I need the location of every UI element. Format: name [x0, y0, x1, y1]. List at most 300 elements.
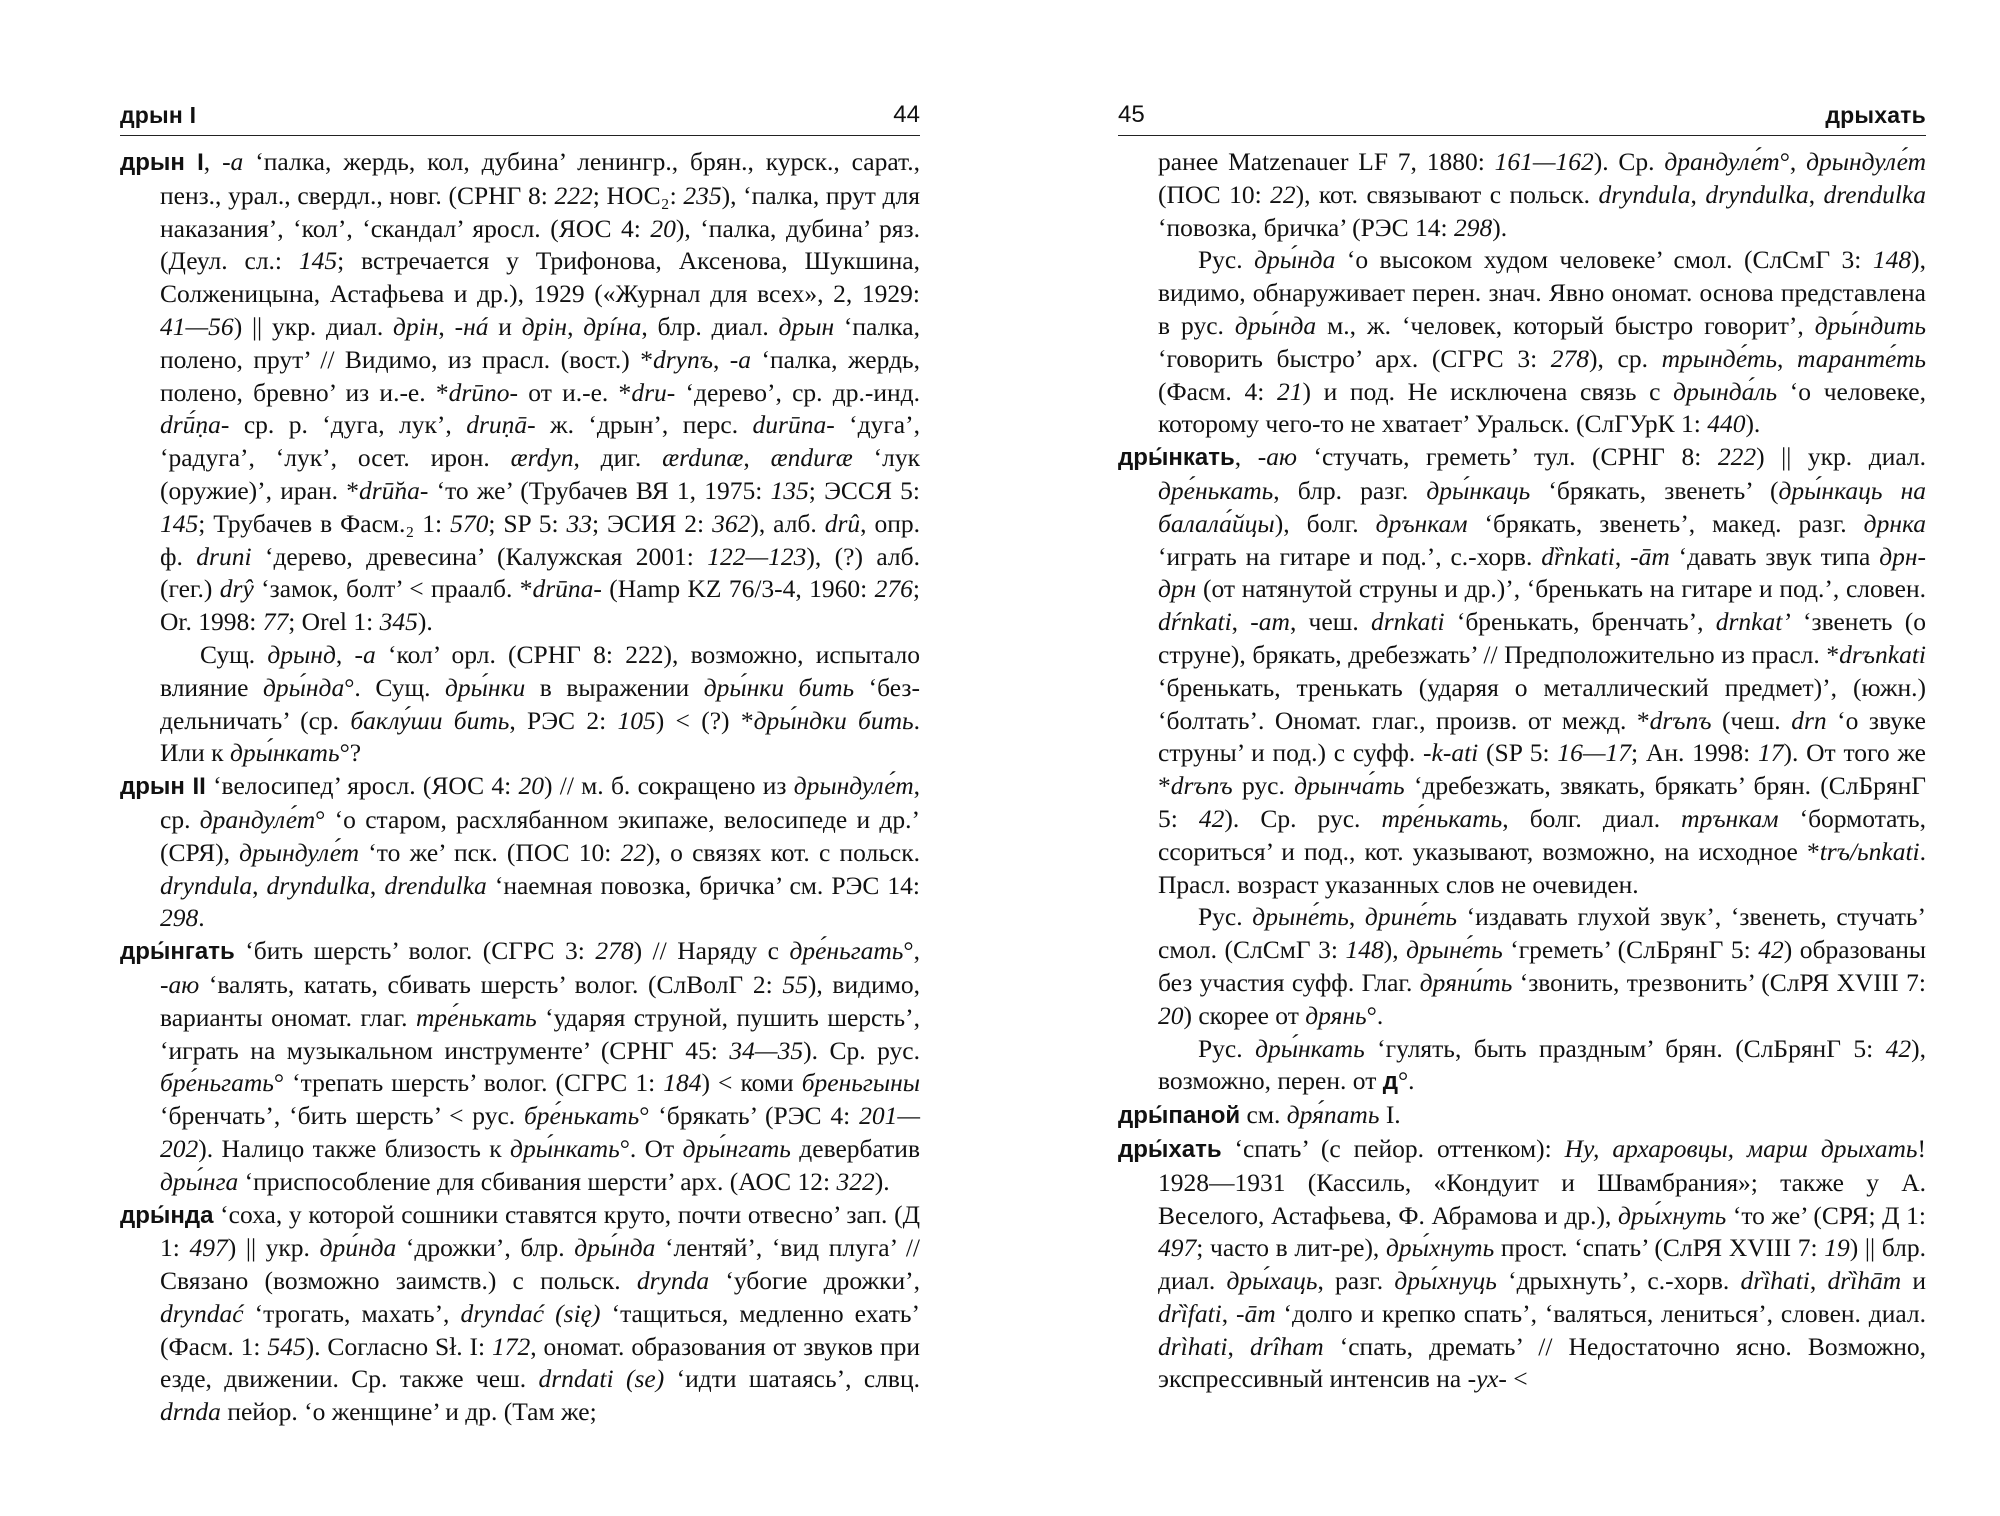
- entry-text: ‘звонить, трезвонить’ (СлРЯ XVIII 7:: [1512, 967, 1926, 997]
- entry-text: ‘говорить быстро’ арх. (СГРС 3:: [1158, 343, 1551, 373]
- entry-text: ‘идти шатаясь’, слвц.: [664, 1364, 920, 1394]
- italic-text: 77: [262, 607, 289, 637]
- italic-text: дры́нда: [262, 672, 345, 702]
- entry-text: ,: [252, 870, 267, 900]
- italic-text: 235: [683, 180, 722, 210]
- italic-text: 298: [1454, 212, 1493, 242]
- entry-text: от и.-е. *: [518, 377, 632, 407]
- entry-text: ср. р. ‘дуга, лук’,: [229, 410, 467, 440]
- entry-text: ,: [1348, 902, 1365, 932]
- entry-text: ° ‘трепать шерсть’ волог. (СГРС 1:: [273, 1068, 664, 1098]
- italic-text: drìhati: [1158, 1331, 1228, 1361]
- italic-text: 55: [782, 969, 808, 999]
- entry-text: ‘дерево, древесина’ (Калужская 2001:: [251, 541, 708, 571]
- italic-text: дры́нки бить: [703, 672, 855, 702]
- entry-text: °.: [1366, 1000, 1384, 1030]
- italic-text: дрындуле́т: [1806, 147, 1926, 176]
- italic-text: dryndulka: [266, 870, 370, 900]
- entry-paragraph: [1118, 244, 1926, 441]
- entry-text: ,: [369, 870, 385, 900]
- italic-text: дры́ндки бить: [753, 705, 914, 735]
- entry-text: ‘лук (оружие)’, иран. *: [160, 443, 920, 505]
- italic-text: dŕnkati: [1158, 607, 1232, 637]
- entry-text: ,: [1234, 442, 1258, 472]
- italic-text: дры́хнуць: [1394, 1266, 1497, 1296]
- italic-text: 22: [1270, 179, 1296, 209]
- entry-text: ). От того же *: [1158, 738, 1926, 801]
- italic-text: дре́ньгать: [789, 936, 904, 966]
- entry-text: ,: [712, 344, 730, 374]
- entry-text: ‘трогать, махать’,: [243, 1298, 461, 1328]
- entry-text: рус.: [1232, 771, 1295, 801]
- italic-text: ærdunæ: [662, 443, 744, 473]
- entry-text: , ономат. образования от звуков при езде, движении. Ср. также чеш.: [160, 1331, 921, 1394]
- italic-text: dru-: [631, 377, 676, 407]
- italic-text: 276: [874, 574, 913, 604]
- italic-text: 184: [663, 1068, 702, 1098]
- dictionary-entry: [1118, 441, 1926, 901]
- italic-text: дрында́ль: [1673, 376, 1778, 406]
- italic-text: 20: [650, 213, 676, 243]
- italic-text: Ну, архаровцы, марш дрыхать: [1564, 1133, 1918, 1163]
- entry-text: ), ‘палка, дубина’ ряз. (Деул. сл.:: [160, 213, 920, 276]
- entry-text: , блр. разг.: [1273, 475, 1427, 505]
- entry-text: ‘издавать глухой звук’, ‘звенеть, стучать’ смол. (СлСмГ 3:: [1158, 902, 1927, 965]
- italic-text: drū̆na-: [358, 475, 429, 505]
- italic-text: 135: [770, 475, 809, 505]
- italic-text: 201—202: [160, 1101, 920, 1163]
- entry-text: (Hamp KZ 76/3-4, 1960:: [601, 574, 875, 604]
- italic-text: 19: [1824, 1233, 1850, 1263]
- italic-text: 145: [160, 508, 199, 538]
- entry-text: (ПОС 10:: [1158, 179, 1271, 209]
- italic-text: 148: [1345, 935, 1384, 965]
- entry-text: ) // Наряду с: [633, 936, 790, 966]
- italic-text: дряни́ть: [1419, 967, 1513, 997]
- entry-text: °,: [903, 936, 920, 966]
- entry-text: (от натянутой струны и др.)’, ‘бренькать на гитаре и под.’, словен.: [1196, 574, 1926, 604]
- italic-text: -аю: [160, 969, 200, 999]
- italic-text: -а: [222, 147, 244, 176]
- entry-text: ; Трубачев в Фасм.₂ 1:: [198, 508, 451, 538]
- entry-text: ,: [335, 639, 355, 669]
- right-running-head: [1118, 98, 1926, 132]
- dictionary-entry: [120, 770, 920, 935]
- italic-text: дрын: [778, 311, 835, 341]
- entry-text: ). Ср.: [1593, 147, 1665, 176]
- entry-text: ; НОС₂:: [592, 180, 684, 210]
- italic-text: -нá: [454, 311, 489, 341]
- entry-text: , чеш.: [1289, 607, 1371, 637]
- italic-text: -а: [354, 639, 376, 669]
- italic-text: 497: [1158, 1233, 1197, 1263]
- entry-text: ‘тащиться, медленно ехать’ (Фасм. 1:: [160, 1298, 920, 1361]
- italic-text: ærdyn: [510, 443, 574, 473]
- entry-text: ; SP 5:: [488, 508, 567, 538]
- italic-text: dryndać (się): [460, 1298, 601, 1328]
- italic-text: drîham: [1249, 1331, 1324, 1361]
- dictionary-entry: [120, 1199, 920, 1430]
- italic-text: 222: [1717, 442, 1757, 472]
- left-running-head-word: дрын I: [120, 102, 197, 128]
- italic-text: 42: [1885, 1033, 1912, 1063]
- italic-text: дры́хаць: [1226, 1266, 1318, 1296]
- entry-text: ‘то же’ пск. (ПОС 10:: [359, 837, 621, 867]
- italic-text: -а: [729, 344, 752, 374]
- entry-text: ‘бренькать, бренчать’,: [1444, 607, 1716, 637]
- entry-text: ) скорее от: [1183, 1000, 1306, 1030]
- italic-text: дрыне́ть: [1252, 902, 1349, 932]
- italic-text: durūna-: [752, 410, 835, 440]
- headword: дры́нгать: [120, 938, 235, 966]
- italic-text: 440: [1707, 409, 1746, 439]
- entry-text: ,: [1221, 1298, 1236, 1328]
- entry-text: пейор. ‘о женщине’ и др. (Там же;: [220, 1397, 597, 1427]
- italic-text: таранте́ть: [1796, 343, 1927, 373]
- entry-text: ° ‘о старом, расхлябанном экипаже, велосипеде и др.’ (СРЯ),: [160, 804, 920, 867]
- entry-text: ‘о высоком худом человеке’ смол. (СлСмГ 3:: [1335, 245, 1873, 275]
- entry-text: ‘палка, жердь, полено, бревно’ из и.-е. *: [160, 344, 920, 407]
- italic-text: бре́ньгать: [160, 1068, 274, 1098]
- italic-text: дры́ндить: [1814, 310, 1926, 340]
- entry-text: ‘дребезжать, звякать, брякать’ брян. (СлБрянГ 5:: [1158, 771, 1926, 833]
- entry-text: ,: [438, 311, 455, 341]
- italic-text: дры́нда: [1254, 245, 1336, 275]
- entry-text: Сущ.: [200, 639, 268, 669]
- entry-text: ‘спать, дремать’ // Недостаточно ясно. Возможно, экспрессивный интенсив на: [1158, 1331, 1926, 1394]
- entry-text: ), алб.: [750, 508, 825, 538]
- entry-text: ‘приспособление для сбивания шерсти’ арх. (АОС 12:: [238, 1166, 837, 1196]
- left-page-body: [120, 146, 920, 1429]
- italic-text: дры́хнуть: [1385, 1233, 1495, 1263]
- left-header-rule: [120, 135, 920, 136]
- italic-text: дры́нки: [445, 672, 526, 702]
- entry-text: °?: [339, 738, 362, 768]
- entry-text: ‘долго и крепко спать’, ‘валяться, лениться’, словен. диал.: [1275, 1298, 1926, 1328]
- italic-text: drъnъ: [1649, 705, 1712, 735]
- dictionary-entry: [120, 935, 920, 1198]
- entry-text: в выражении: [525, 672, 704, 702]
- entry-text: ‘о звуке струны’ и под.) с суфф.: [1158, 705, 1926, 768]
- italic-text: дрянь: [1305, 1000, 1367, 1030]
- dictionary-entry: [1118, 1099, 1926, 1133]
- entry-text: ‘бездельничать’ (ср.: [160, 672, 920, 735]
- entry-text: . Прасл. возраст указанных слов не очевиден.: [1158, 836, 1926, 899]
- entry-text: девербатив: [790, 1133, 920, 1163]
- italic-text: 34—35: [729, 1035, 804, 1065]
- entry-text: ), о связях кот. с польск.: [646, 837, 920, 867]
- italic-text: дры́нкать: [1255, 1033, 1365, 1063]
- italic-text: drȉfati: [1158, 1298, 1222, 1328]
- entry-text: ‘соха, у которой сошники ставятся круто, почти отвесно’ зап. (Д 1:: [160, 1199, 920, 1263]
- entry-text: °. От: [619, 1133, 683, 1163]
- entry-text: ). Ср. рус.: [1224, 803, 1382, 833]
- right-page: [1000, 0, 1927, 1516]
- italic-text: дры́хнуть: [1618, 1200, 1727, 1230]
- entry-text: ; Orel 1:: [288, 607, 380, 637]
- entry-text: ), возможно, перен. от: [1158, 1033, 1926, 1096]
- italic-text: -ух-: [1467, 1364, 1507, 1394]
- italic-text: 497: [189, 1233, 228, 1263]
- right-header-rule: [1118, 135, 1926, 136]
- italic-text: druṇā-: [466, 410, 536, 440]
- italic-text: дры́нга: [160, 1166, 239, 1196]
- entry-text: . Или к: [160, 705, 920, 768]
- italic-text: drn: [1791, 705, 1827, 735]
- italic-text: дры́нкаць на балала́йцы: [1158, 475, 1926, 538]
- entry-text: ‘дерево’, ср. др.-инд.: [675, 377, 920, 407]
- entry-text: ) // м. б. сокращено из: [543, 771, 794, 801]
- entry-text: прост. ‘спать’ (СлРЯ XVIII 7:: [1494, 1233, 1825, 1263]
- entry-paragraph: [120, 639, 920, 770]
- entry-text: ), болг.: [1274, 508, 1376, 538]
- italic-text: дрiн: [393, 311, 439, 341]
- right-running-head-word: дрыхать: [1825, 102, 1926, 128]
- italic-text: дрындуле́т: [239, 837, 360, 867]
- entry-text: ; Ан. 1998:: [1631, 738, 1758, 768]
- entry-text: , ср.: [160, 771, 920, 834]
- entry-text: ,: [1231, 607, 1251, 637]
- entry-text: ,: [1809, 1266, 1828, 1296]
- headword: дры́нкать: [1118, 444, 1235, 472]
- italic-text: дрындуле́т: [793, 771, 914, 801]
- italic-text: дры́нгать: [682, 1133, 791, 1163]
- entry-text: , РЭС 2:: [509, 705, 618, 735]
- italic-text: дрънкам: [1375, 508, 1468, 538]
- entry-text: (Фасм. 4:: [1158, 376, 1277, 406]
- left-page: [0, 0, 921, 1516]
- entry-text: ), ср.: [1589, 343, 1662, 373]
- entry-text: ° ‘брякать’ (РЭС 4:: [639, 1101, 860, 1131]
- entry-text: ; часто в лит-ре),: [1196, 1233, 1386, 1263]
- entry-text: ‘бормотать, ссориться’ и под., кот. указывают, возможно, на исходное *: [1158, 803, 1926, 866]
- italic-text: drû: [824, 508, 861, 538]
- entry-text: ‘убогие дрожки’,: [709, 1266, 920, 1296]
- entry-text: ).: [417, 607, 433, 637]
- italic-text: 42: [1758, 935, 1784, 965]
- entry-text: ‘дрыхнуть’, с.-хорв.: [1496, 1266, 1741, 1296]
- italic-text: 322: [836, 1166, 875, 1196]
- italic-text: 122—123: [707, 541, 807, 571]
- italic-text: druni: [196, 541, 252, 571]
- italic-text: dryndulka: [1705, 179, 1809, 209]
- italic-text: drynъ: [652, 344, 713, 374]
- entry-text: м., ж. ‘человек, который быстро говорит’,: [1316, 310, 1815, 340]
- entry-text: ) || укр.: [227, 1233, 320, 1263]
- entry-text: ‘то же’ (Трубачев ВЯ 1, 1975:: [428, 475, 771, 505]
- entry-text: °. Сущ.: [344, 672, 445, 702]
- entry-text: ‘замок, болт’ < праалб. *: [253, 574, 533, 604]
- italic-text: 172: [492, 1331, 531, 1361]
- entry-text: ) и под. Не исключена связь с: [1302, 376, 1674, 406]
- entry-text: I.: [1379, 1100, 1401, 1130]
- entry-text: Рус.: [1198, 245, 1255, 275]
- italic-text: dryndać: [160, 1298, 244, 1328]
- italic-text: 161—162: [1494, 147, 1594, 176]
- entry-text: Рус.: [1198, 1033, 1256, 1063]
- entry-text: ,: [1808, 179, 1824, 209]
- italic-text: дрн-дрн: [1158, 541, 1927, 604]
- italic-text: тре́нькать: [1381, 803, 1503, 833]
- italic-text: баклу́ши бить: [350, 705, 510, 735]
- headword: дры́паной: [1118, 1102, 1241, 1130]
- italic-text: драндуле́т: [1664, 147, 1780, 176]
- italic-text: трънкам: [1681, 803, 1779, 833]
- italic-text: 362: [712, 508, 751, 538]
- italic-text: 16—17: [1557, 738, 1632, 768]
- italic-text: drȉhām: [1827, 1266, 1902, 1296]
- entry-text: ‘стучать, греметь’ тул. (СРНГ 8:: [1296, 442, 1718, 472]
- italic-text: дры́нкать: [510, 1133, 620, 1163]
- italic-text: дре́нькать: [1158, 475, 1274, 505]
- italic-text: drendulka: [1823, 179, 1926, 209]
- entry-text: ранее Matzenauer LF 7, 1880:: [1158, 147, 1495, 176]
- italic-text: drynda: [636, 1266, 710, 1296]
- italic-text: 42: [1198, 803, 1225, 833]
- entry-text: ‘кол’ орл. (СРНГ 8: 222), возможно, испытало влияние: [160, 639, 921, 702]
- italic-text: 148: [1872, 245, 1912, 275]
- entry-text: °,: [1779, 147, 1807, 176]
- entry-text: ).: [1492, 212, 1508, 242]
- entry-text: ‘лентяй’, ‘вид плуга’ // Связано (возможно заимств.) с польск.: [160, 1233, 920, 1296]
- entry-text: ; ЭСИЯ 2:: [592, 508, 713, 538]
- entry-text: ‘греметь’ (СлБрянГ 5:: [1502, 935, 1759, 965]
- italic-text: трынде́ть: [1661, 343, 1777, 373]
- entry-text: , опр. ф.: [160, 508, 921, 571]
- italic-text: dryndula: [1598, 179, 1691, 209]
- entry-text: ).: [874, 1166, 890, 1196]
- entry-text: ; ЭССЯ 5:: [808, 475, 921, 505]
- italic-text: дрiн: [521, 311, 568, 341]
- italic-text: -k-ati: [1423, 738, 1479, 768]
- entry-text: и: [488, 311, 522, 341]
- entry-text: ‘ударяя струной, пушить шерсть’, ‘играть на музыкальном инструменте’ (СРНГ 45:: [160, 1002, 920, 1065]
- italic-text: drū́ṇa-: [160, 410, 230, 440]
- italic-text: -ām: [1235, 1298, 1276, 1328]
- entry-text: .: [198, 903, 205, 933]
- italic-text: 298: [160, 903, 199, 933]
- entry-paragraph: [1118, 146, 1926, 244]
- italic-text: drȉhati: [1740, 1266, 1810, 1296]
- italic-text: дры́нда: [1234, 310, 1317, 340]
- right-page-number: 45: [1118, 101, 1145, 128]
- italic-text: дрыне́ть: [1406, 935, 1503, 965]
- entry-text: ‘валять, катать, сбивать шерсть’ волог. (СлВолГ 2:: [199, 969, 783, 999]
- italic-text: дри́нда: [319, 1233, 397, 1263]
- entry-text: ‘звенеть (о струне), брякать, дребезжать’ // Предположительно из прасл. *: [1158, 607, 1926, 669]
- italic-text: дрíна: [583, 311, 642, 341]
- italic-text: trъ/ьnkati: [1819, 836, 1920, 866]
- entry-text: ), видимо, варианты ономат. глаг.: [160, 969, 920, 1032]
- italic-text: бреньгыны: [801, 1068, 921, 1098]
- italic-text: 17: [1758, 738, 1784, 768]
- entry-text: ‘бить шерсть’ волог. (СГРС 3:: [234, 936, 596, 966]
- entry-text: ‘велосипед’ яросл. (ЯОС 4:: [205, 771, 519, 801]
- entry-text: ), видимо, обнаруживает перен. знач. Явно ономат. основа представлена в рус.: [1158, 245, 1926, 340]
- entry-text: ‘повозка, бричка’ (РЭС 14:: [1158, 212, 1454, 242]
- dictionary-entry: [1118, 1133, 1926, 1396]
- entry-text: ‘дрожки’, блр.: [396, 1233, 575, 1263]
- italic-text: дря́пать: [1286, 1100, 1380, 1130]
- entry-text: ‘палка, полено, прут’ // Видимо, из прасл. (вост.) *: [160, 311, 921, 374]
- italic-text: -ām: [1630, 541, 1670, 571]
- italic-text: 278: [595, 936, 634, 966]
- italic-text: драндуле́т: [199, 804, 316, 834]
- entry-text: ‘о человеке, которому чего-то не хватает’ Уральск. (СлГУрК 1:: [1158, 376, 1927, 439]
- italic-text: дры́нкать: [229, 738, 340, 768]
- italic-text: drnkati: [1370, 607, 1445, 637]
- italic-text: 21: [1276, 376, 1303, 406]
- dictionary-entry: [120, 146, 920, 639]
- italic-text: drndati (se): [538, 1364, 665, 1394]
- left-page-number: 44: [893, 101, 920, 128]
- entry-text: ), кот. связывают с польск.: [1295, 179, 1599, 209]
- italic-text: drūna-: [532, 574, 602, 604]
- entry-text: ‘спать’ (с пейор. оттенком):: [1221, 1133, 1565, 1163]
- entry-text: ‘давать звук типа: [1669, 541, 1880, 571]
- entry-text: ; Or. 1998:: [160, 574, 920, 637]
- italic-text: дрынча́ть: [1294, 771, 1405, 801]
- entry-text: ‘играть на гитаре и под.’, с.-хорв.: [1158, 541, 1542, 571]
- entry-text: <: [1506, 1364, 1528, 1394]
- entry-text: ) < (?) *: [655, 705, 754, 735]
- entry-text: ‘то же’ (СРЯ; Д 1:: [1726, 1200, 1927, 1230]
- italic-text: 41—56: [160, 311, 234, 341]
- left-running-head: [120, 98, 920, 132]
- entry-text: ,: [1776, 343, 1797, 373]
- entry-text: ),: [1383, 935, 1407, 965]
- entry-paragraph: [1118, 1033, 1926, 1100]
- entry-text: ) < коми: [701, 1068, 802, 1098]
- italic-text: -аю: [1257, 442, 1297, 472]
- entry-text: °.: [1397, 1066, 1415, 1096]
- entry-text: Рус.: [1198, 902, 1253, 932]
- italic-text: дрынд: [267, 639, 336, 669]
- italic-text: дры́нкаць: [1426, 475, 1531, 505]
- entry-text: , диг.: [573, 443, 663, 473]
- italic-text: dryndula: [160, 870, 253, 900]
- entry-text: и: [1901, 1266, 1926, 1296]
- entry-text: ) образованы без участия суфф. Глаг.: [1158, 935, 1926, 997]
- italic-text: 145: [298, 246, 338, 276]
- entry-text: см.: [1240, 1100, 1287, 1130]
- italic-text: 345: [379, 607, 418, 637]
- italic-text: 570: [450, 508, 489, 538]
- entry-text: ), (?) алб. (гег.): [160, 541, 920, 604]
- entry-text: ) || укр. диал.: [1756, 442, 1926, 472]
- entry-text: ‘бренчать’, ‘бить шерсть’ < рус.: [160, 1101, 524, 1131]
- italic-text: -am: [1250, 607, 1290, 637]
- italic-text: drnda: [160, 1397, 221, 1427]
- italic-text: тре́нькать: [415, 1002, 537, 1032]
- entry-text: д: [1382, 1068, 1398, 1096]
- right-page-body: [1118, 146, 1926, 1396]
- entry-text: , блр. диал.: [641, 311, 779, 341]
- italic-text: drnkat’: [1715, 607, 1791, 637]
- italic-text: 33: [566, 508, 593, 538]
- headword: дрын I: [120, 149, 204, 176]
- italic-text: 22: [620, 837, 647, 867]
- italic-text: drūno-: [448, 377, 519, 407]
- entry-text: ‘наемная повозка, бричка’ см. РЭС 14:: [486, 870, 920, 900]
- italic-text: ænduræ: [770, 443, 853, 473]
- italic-text: 278: [1550, 343, 1590, 373]
- entry-text: ).: [1745, 409, 1761, 439]
- italic-text: 545: [267, 1331, 306, 1361]
- entry-text: ) || укр. диал.: [233, 311, 394, 341]
- headword: дры́хать: [1118, 1135, 1222, 1163]
- italic-text: drendulka: [384, 870, 487, 900]
